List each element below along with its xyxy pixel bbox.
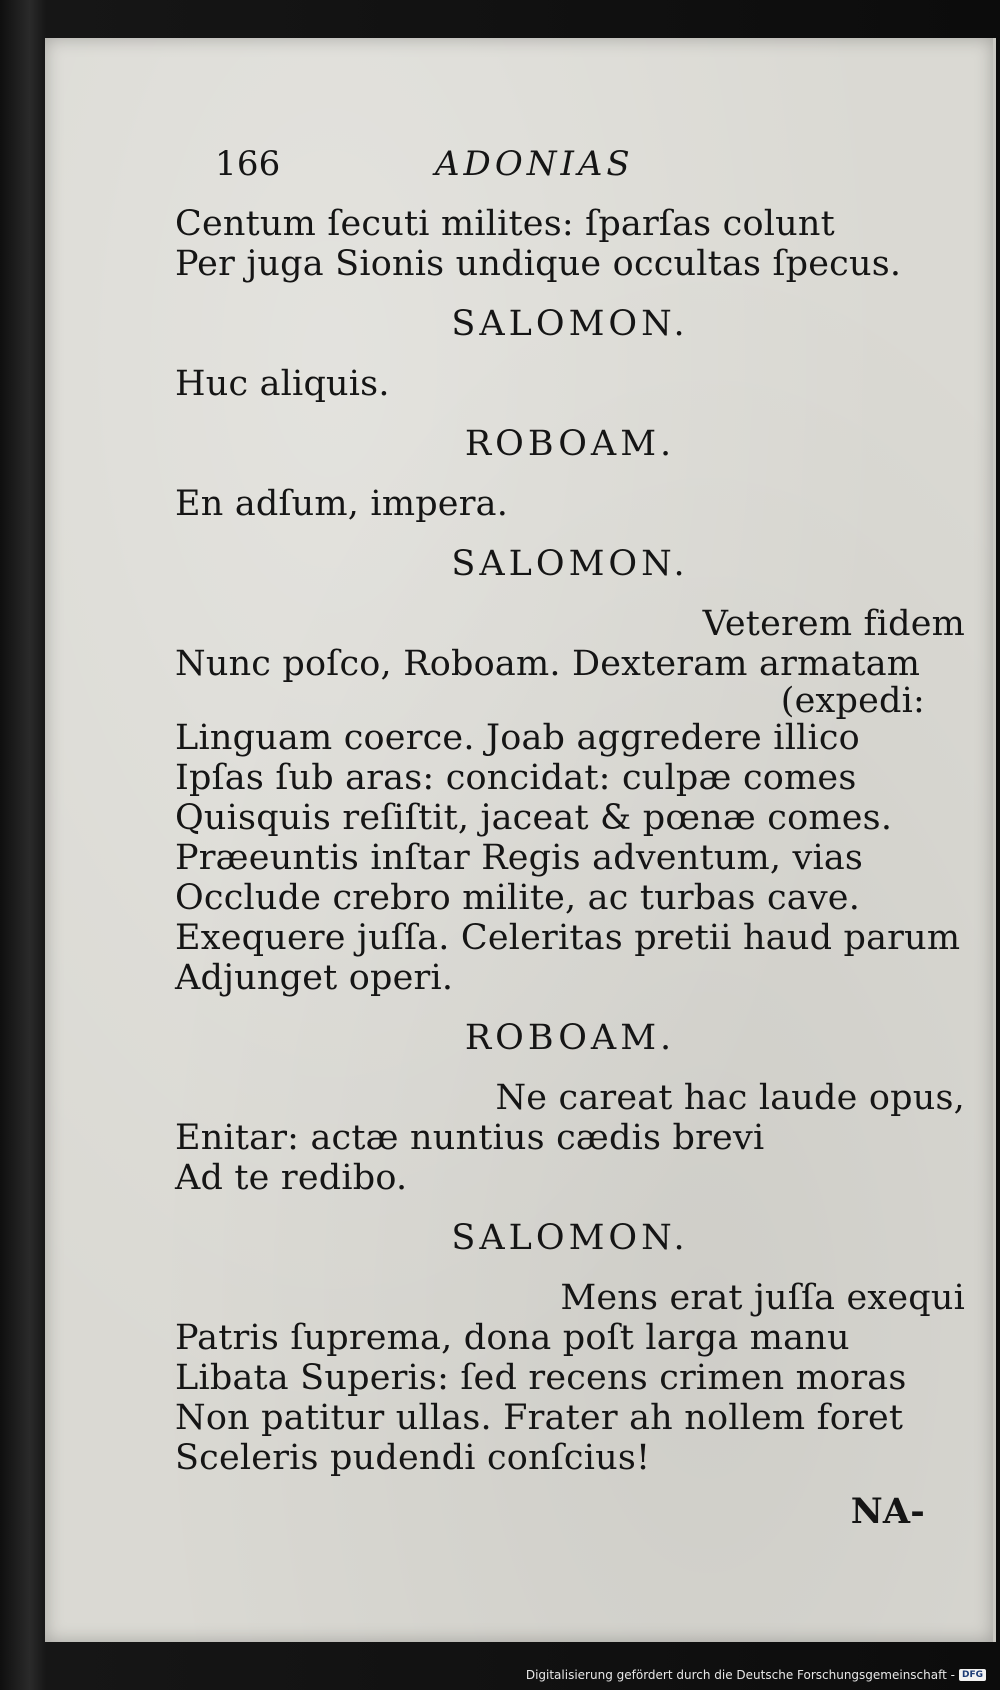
verse-line: Libata Superis: ſed recens crimen moras bbox=[175, 1358, 907, 1398]
credit-text: Digitalisierung gefördert durch die Deutsche Forschungsgemeinschaft - bbox=[525, 1668, 955, 1682]
catchword: NA- bbox=[850, 1491, 925, 1532]
speaker-name: ROBOAM. bbox=[464, 424, 676, 464]
verse-line: Exequere juſſa. Celeritas pretii haud parum bbox=[175, 918, 961, 958]
verse-line: Linguam coerce. Joab aggredere illico bbox=[175, 718, 860, 758]
verse-line: Ipſas ſub aras: concidat: culpæ comes bbox=[175, 758, 857, 798]
verse-line: Huc aliquis. bbox=[175, 364, 390, 404]
verse-line: Sceleris pudendi conſcius! bbox=[175, 1438, 651, 1478]
page-text bbox=[175, 134, 965, 1532]
verse-line: Occlude crebro milite, ac turbas cave. bbox=[175, 878, 861, 918]
dfg-logo: DFG bbox=[959, 1669, 986, 1681]
verse-line: Enitar: actæ nuntius cædis brevi bbox=[175, 1118, 765, 1158]
verse-line: Præeuntis inſtar Regis adventum, vias bbox=[175, 838, 864, 878]
verse-line-turnover: (expedi: bbox=[780, 681, 925, 721]
verse-line: En adſum, impera. bbox=[175, 484, 509, 524]
verse-line: Centum ſecuti milites: ſparſas colunt bbox=[175, 204, 835, 244]
verse-line: Quisquis reſiſtit, jaceat & pœnæ comes. bbox=[175, 798, 893, 838]
verse-line: Non patitur ullas. Frater ah nollem foret bbox=[175, 1398, 904, 1438]
speaker-name: SALOMON. bbox=[451, 1218, 689, 1258]
verse-line: Veterem fidem bbox=[702, 604, 965, 644]
verse-line: Ne careat hac laude opus, bbox=[495, 1078, 965, 1118]
book-page bbox=[45, 38, 996, 1642]
digitization-credit bbox=[526, 1668, 986, 1682]
verse-line: Adjunget operi. bbox=[175, 958, 454, 998]
running-title: ADONIAS bbox=[435, 144, 634, 184]
speaker-name: SALOMON. bbox=[451, 304, 689, 344]
speaker-name: ROBOAM. bbox=[464, 1018, 676, 1058]
verse-line: Ad te redibo. bbox=[175, 1158, 408, 1198]
page-number: 166 bbox=[215, 144, 281, 184]
verse-line: Per juga Sionis undique occultas ſpecus. bbox=[175, 244, 902, 284]
verse-line: Nunc poſco, Roboam. Dexteram armatam bbox=[175, 644, 921, 684]
verse-line: Patris ſuprema, dona poſt larga manu bbox=[175, 1318, 850, 1358]
speaker-name: SALOMON. bbox=[451, 544, 689, 584]
verse-line: Mens erat juſſa exequi bbox=[560, 1278, 965, 1318]
page-header bbox=[175, 134, 965, 204]
